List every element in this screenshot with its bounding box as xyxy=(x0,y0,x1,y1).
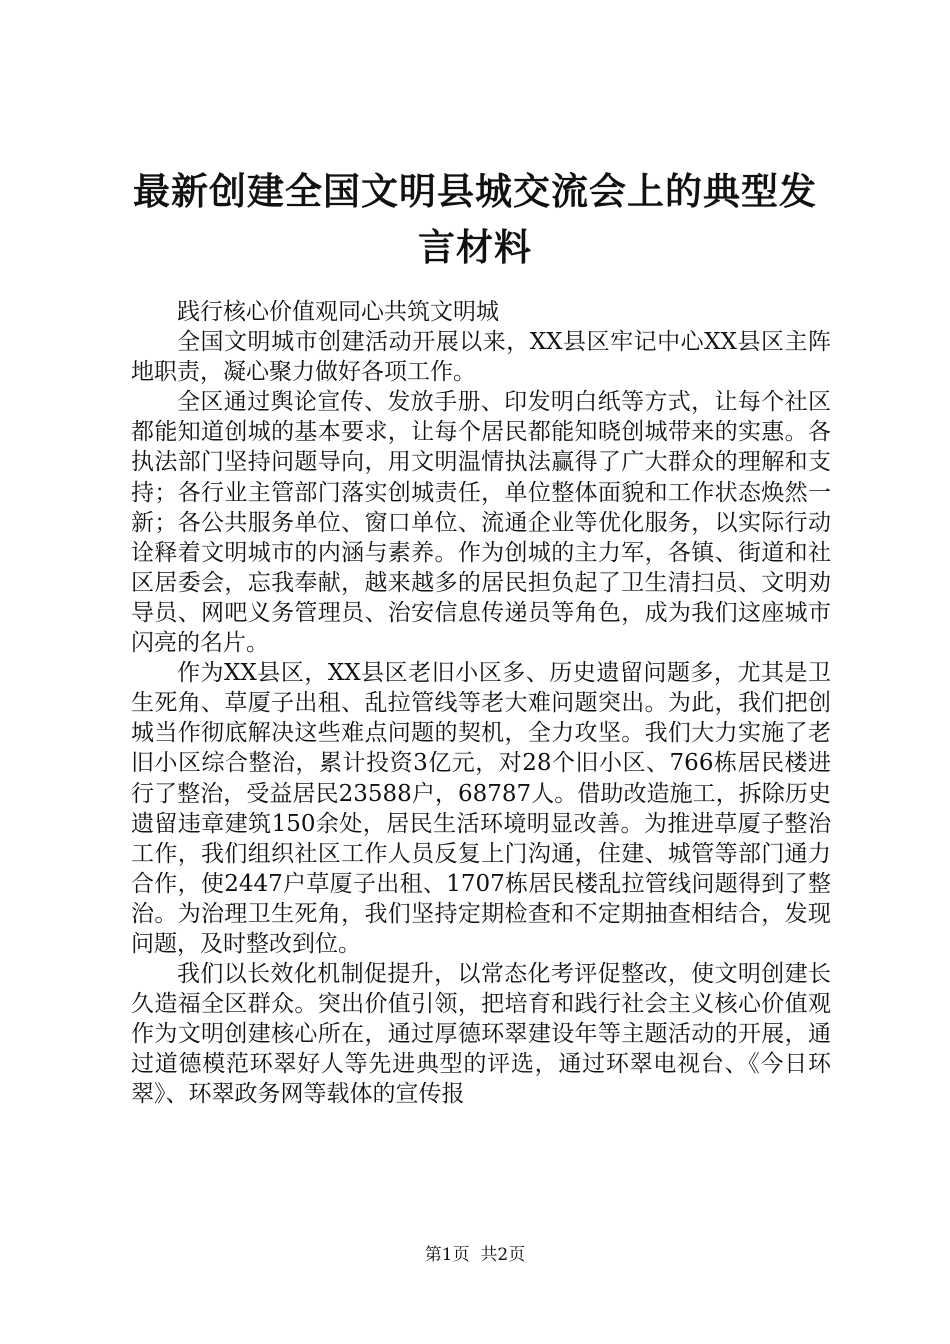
paragraph-mechanism: 我们以长效化机制促提升，以常态化考评促整改，使文明创建长久造福全区群众。突出价值引领，把培育和践行社会主义核心价值观作为文明创建核心所在，通过厚德环翠建设年等主题活动的开展，通过道德模范环翠好人等先进典型的评选，通过环翠电视台、《今日环翠》、环翠政务网等载体的宣传报 xyxy=(131,961,831,1108)
paragraph-intro: 全国文明城市创建活动开展以来，XX县区牢记中心XX县区主阵地职责，凝心聚力做好各项工作。 xyxy=(131,329,831,386)
paragraph-subtitle: 践行核心价值观同心共筑文明城 xyxy=(177,299,499,325)
paragraph-publicity: 全区通过舆论宣传、发放手册、印发明白纸等方式，让每个社区都能知道创城的基本要求，让每个居民都能知晓创城带来的实惠。各执法部门坚持问题导向，用文明温情执法赢得了广大群众的理解和支持；各行业主管部门落实创城责任，单位整体面貌和工作状态焕然一新；各公共服务单位、窗口单位、流通企业等优化服务，以实际行动诠释着文明城市的内涵与素养。作为创城的主力军，各镇、街道和社区居委会，忘我奉献，越来越多的居民担负起了卫生清扫员、文明劝导员、网吧义务管理员、治安信息传递员等角色，成为我们这座城市闪亮的名片。 xyxy=(131,389,831,657)
page-footer: 第1页 共2页 xyxy=(424,1245,526,1265)
document-title: 最新创建全国文明县城交流会上的典型发言材料 xyxy=(133,170,817,269)
document-body xyxy=(131,297,831,1110)
paragraph-renovation: 作为XX县区，XX县区老旧小区多、历史遗留问题多，尤其是卫生死角、草厦子出租、乱拉管线等老大难问题突出。为此，我们把创城当作彻底解决这些难点问题的契机，全力攻坚。我们大力实施了老旧小区综合整治，累计投资3亿元，对28个旧小区、766栋居民楼进行了整治，受益居民23588户，68787人。借助改造施工，拆除历史遗留违章建筑150余处，居民生活环境明显改善。为推进草厦子整治工作，我们组织社区工作人员反复上门沟通，住建、城管等部门通力合作，使2447户草厦子出租、1707栋居民楼乱拉管线问题得到了整治。为治理卫生死角，我们坚持定期检查和不定期抽查相结合，发现问题，及时整改到位。 xyxy=(131,660,831,957)
